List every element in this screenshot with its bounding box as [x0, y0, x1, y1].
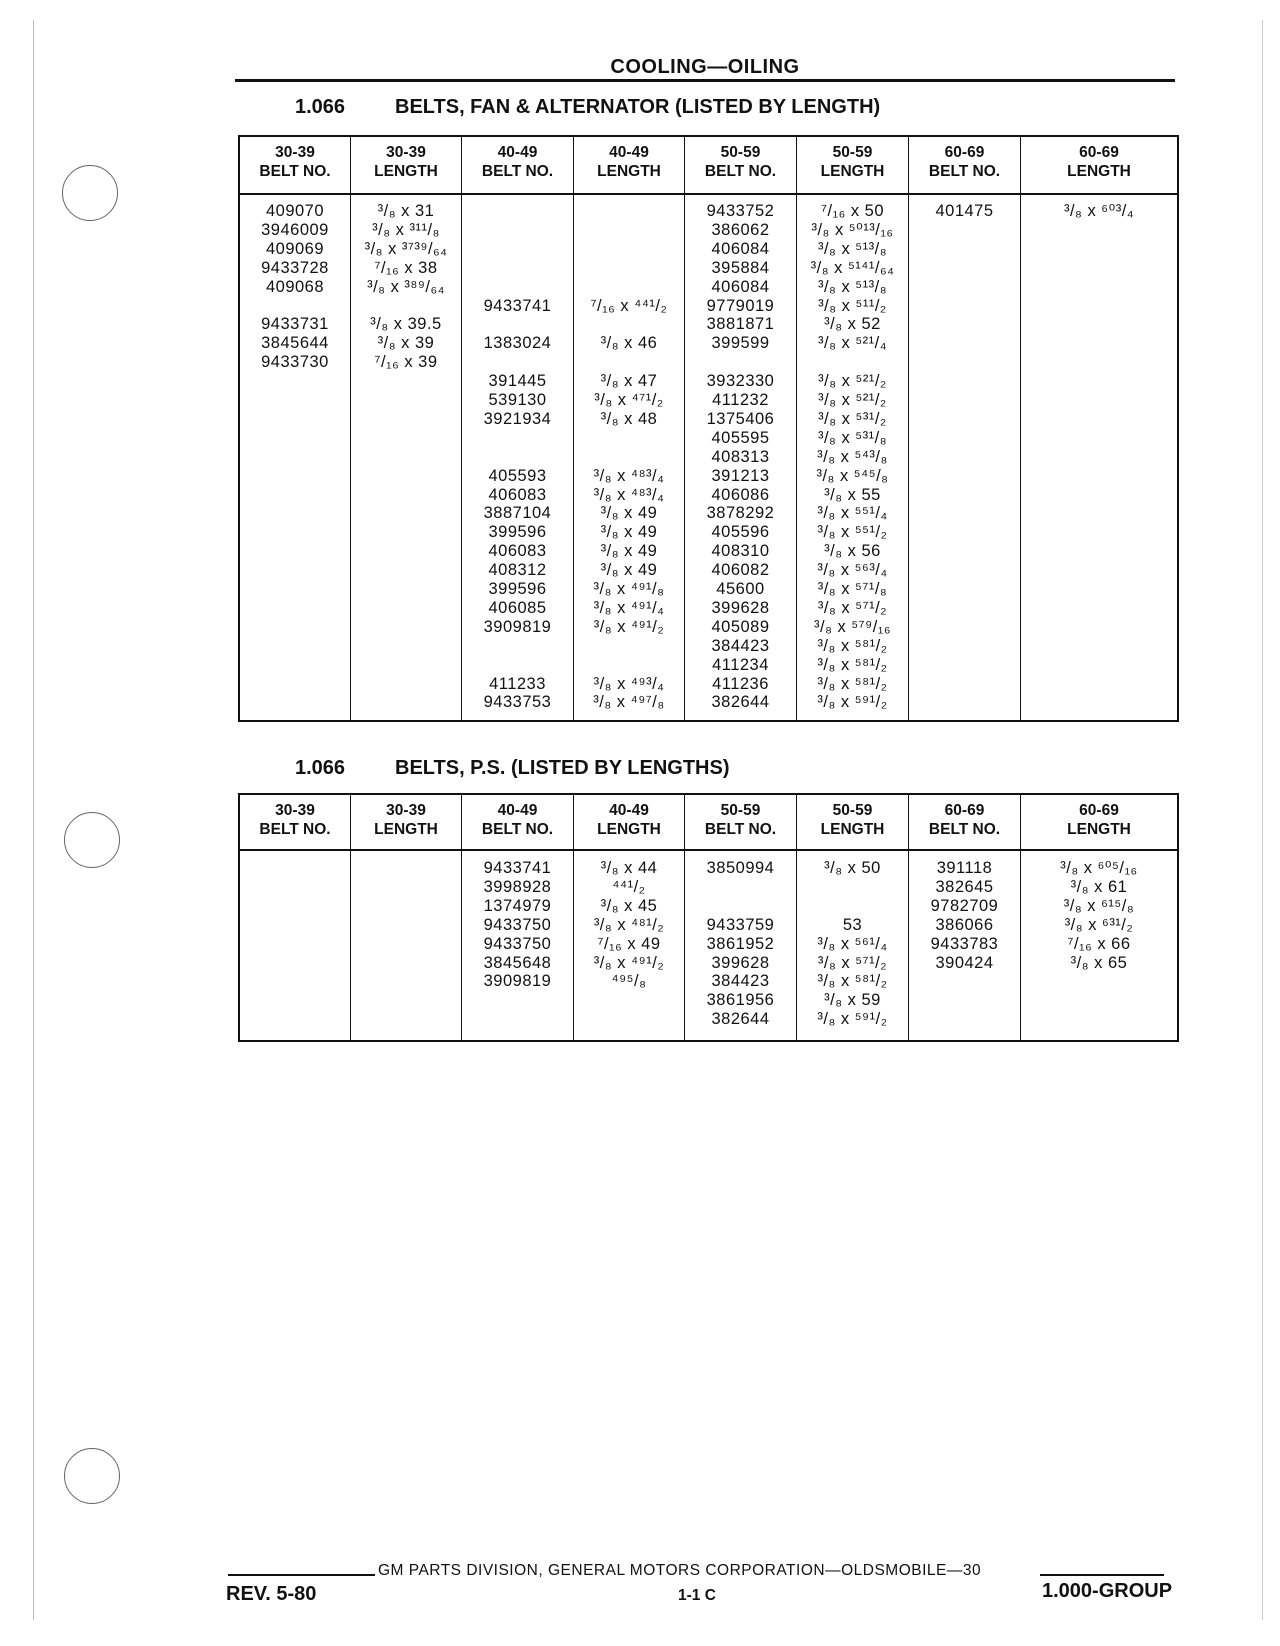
belt-length-cell: ³/₈ x 48 — [600, 409, 658, 428]
belt-length-cell: ³/₈ x ⁴⁹³/₄ — [593, 674, 665, 693]
table1-heading — [295, 96, 880, 119]
column-header: 60-69 BELT NO. — [928, 802, 1001, 838]
belt-number-cell: 384423 — [711, 972, 770, 991]
table-column — [797, 795, 909, 1040]
belt-number-cell: 1375406 — [706, 409, 775, 428]
belt-number-cell: 399628 — [711, 953, 770, 972]
belt-number-cell: 3878292 — [706, 504, 775, 523]
belt-length-cell: ³/₈ x ⁶⁰³/₄ — [1063, 202, 1135, 220]
belt-length-cell: ³/₈ x ⁵⁷¹/₂ — [817, 953, 888, 972]
belt-number-cell: 406084 — [711, 239, 770, 258]
belt-number-cell: 405089 — [711, 617, 770, 636]
belt-length-cell: ³/₈ x ⁶¹⁵/₈ — [1063, 896, 1135, 915]
page-right-edge — [1262, 20, 1263, 1620]
belt-length-cell: ³/₈ x ³⁸⁹/₆₄ — [367, 277, 445, 296]
belt-length-cell: 53 — [842, 915, 863, 934]
page-left-edge — [33, 20, 34, 1620]
belt-length-cell: ³/₈ x ⁵²¹/₄ — [818, 334, 887, 353]
belt-length-cell: ³/₈ x 65 — [1070, 953, 1128, 972]
belt-length-cell: ³/₈ x ⁴⁹¹/₂ — [593, 953, 665, 972]
belt-number-cell: 9433730 — [261, 353, 329, 372]
table2-title: BELTS, P.S. (LISTED BY LENGTHS) — [395, 757, 730, 779]
belt-number-cell: 3881871 — [706, 315, 775, 334]
table-column — [1021, 795, 1177, 1040]
footer-page-number: 1-1 C — [678, 1587, 716, 1604]
belt-number-cell: 384423 — [711, 636, 770, 655]
table-column — [240, 795, 351, 1040]
belt-length-cell: ³/₈ x ⁵⁵¹/₂ — [817, 523, 888, 542]
belt-number-cell: 3887104 — [483, 504, 552, 523]
belt-number-cell: 9433750 — [483, 915, 552, 934]
belt-length-cell: ³/₈ x ⁵³¹/₈ — [817, 428, 888, 447]
belt-number-cell: 3861952 — [706, 934, 775, 953]
belt-length-cell: ⁷/₁₆ x 38 — [374, 258, 438, 277]
belt-number-cell: 408312 — [488, 561, 547, 580]
belt-length-cell: ³/₈ x ⁴⁷¹/₂ — [594, 391, 664, 409]
footer-rule-left — [228, 1574, 375, 1576]
belt-length-cell: ³/₈ x ⁵⁸¹/₂ — [817, 636, 888, 655]
belt-length-cell: ³/₈ x ⁵⁴³/₈ — [817, 447, 888, 466]
belt-length-cell: ³/₈ x 49 — [600, 561, 658, 580]
belt-length-cell: ³/₈ x 49 — [600, 523, 658, 542]
binder-hole — [64, 812, 120, 868]
table-column — [351, 795, 462, 1040]
belt-length-cell: ³/₈ x ⁵¹¹/₂ — [818, 296, 887, 315]
table1-title: BELTS, FAN & ALTERNATOR (LISTED BY LENGTH) — [395, 96, 881, 118]
belt-length-cell: ³/₈ x ⁵¹³/₈ — [817, 239, 888, 258]
belt-number-cell: 1383024 — [483, 334, 552, 353]
belt-number-cell: 391118 — [936, 859, 993, 877]
belts-fan-alternator-table — [238, 135, 1179, 722]
belt-number-cell: 406083 — [488, 485, 547, 504]
belt-length-cell: ³/₈ x 61 — [1070, 877, 1128, 896]
table-column — [909, 795, 1021, 1040]
belt-length-cell: ³/₈ x ⁵⁹¹/₂ — [817, 1010, 888, 1029]
footer-revision: REV. 5-80 — [226, 1583, 317, 1605]
belt-number-cell: 9779019 — [706, 296, 775, 315]
column-header: 50-59 LENGTH — [820, 802, 885, 838]
belt-number-cell: 382645 — [935, 877, 994, 896]
column-header: 60-69 BELT NO. — [928, 144, 1001, 180]
belt-length-cell: ⁷/₁₆ x 49 — [597, 934, 661, 953]
belt-number-cell: 408310 — [711, 542, 770, 561]
belt-length-cell: ³/₈ x ⁶³¹/₂ — [1064, 915, 1134, 934]
belt-number-cell: 3845644 — [261, 334, 329, 353]
column-header: 40-49 BELT NO. — [481, 802, 554, 838]
belt-length-cell: ³/₈ x 49 — [600, 504, 658, 523]
table-column — [351, 137, 462, 720]
belt-length-cell: ³/₈ x ⁴⁸³/₄ — [593, 466, 665, 485]
belt-number-cell: 391445 — [488, 372, 547, 391]
belt-number-cell: 1374979 — [483, 896, 552, 915]
belt-length-cell: ³/₈ x ⁵⁷¹/₂ — [817, 598, 888, 617]
belt-length-cell: ³/₈ x ⁵¹⁴¹/₆₄ — [810, 258, 895, 277]
belt-length-cell: ⁷/₁₆ x ⁴⁴¹/₂ — [590, 296, 668, 315]
belt-length-cell: ³/₈ x ⁵¹³/₈ — [817, 277, 888, 296]
belt-length-cell: ³/₈ x ⁴⁹⁷/₈ — [593, 693, 665, 712]
table-column — [574, 795, 685, 1040]
belt-length-cell: ³/₈ x ⁵⁹¹/₂ — [817, 693, 888, 712]
belt-number-cell: 9433731 — [261, 315, 329, 334]
belt-length-cell: ³/₈ x 31 — [377, 202, 435, 220]
belt-number-cell: 405593 — [488, 466, 547, 485]
belt-number-cell: 395884 — [711, 258, 770, 277]
belt-number-cell: 411233 — [489, 674, 546, 693]
belt-number-cell: 405595 — [711, 428, 770, 447]
belt-number-cell: 9433783 — [930, 934, 999, 953]
belt-length-cell: ³/₈ x ⁴⁸³/₄ — [593, 485, 665, 504]
belt-length-cell: ³/₈ x ⁵⁸¹/₂ — [817, 674, 888, 693]
belt-number-cell: 406084 — [711, 277, 770, 296]
belt-length-cell: ⁷/₁₆ x 50 — [820, 202, 885, 220]
column-header: 30-39 BELT NO. — [259, 802, 331, 838]
table-column — [685, 137, 797, 720]
column-header: 50-59 LENGTH — [820, 144, 885, 180]
footer-publisher: GM PARTS DIVISION, GENERAL MOTORS CORPORATION—OLDSMOBILE—30 — [375, 1562, 984, 1580]
section-title: COOLING—OILING — [610, 56, 800, 78]
belt-number-cell: 399596 — [488, 523, 547, 542]
belt-number-cell: 3845648 — [483, 953, 552, 972]
belt-number-cell: 9782709 — [930, 896, 999, 915]
belt-length-cell: ³/₈ x 49 — [600, 542, 658, 561]
belt-length-cell: ³/₈ x ⁵⁷⁹/₁₆ — [813, 617, 892, 636]
belt-length-cell: ³/₈ x ⁵⁷¹/₈ — [817, 580, 888, 598]
belt-length-cell: ³/₈ x ⁴⁹¹/₄ — [593, 598, 665, 617]
belt-length-cell: ³/₈ x 47 — [600, 372, 658, 391]
table1-number: 1.066 — [295, 96, 346, 118]
belt-length-cell: ³/₈ x ⁵⁸¹/₂ — [817, 972, 888, 991]
footer-group: 1.000-GROUP — [1042, 1580, 1173, 1602]
belt-number-cell: 409070 — [265, 202, 325, 220]
belt-number-cell: 399599 — [711, 334, 770, 353]
belt-number-cell: 9433741 — [483, 296, 552, 315]
belt-number-cell: 3850994 — [706, 859, 775, 877]
belt-number-cell: 409069 — [265, 239, 325, 258]
belt-number-cell: 406082 — [711, 561, 770, 580]
belt-number-cell: 9433752 — [706, 202, 775, 220]
belt-length-cell: ³/₈ x ⁵⁸¹/₂ — [817, 655, 888, 674]
belt-length-cell: ³/₈ x ⁴⁹¹/₂ — [593, 617, 665, 636]
belt-number-cell: 9433750 — [483, 934, 552, 953]
belt-length-cell: ³/₈ x 59 — [824, 991, 881, 1010]
belt-number-cell: 382644 — [711, 693, 770, 712]
belt-length-cell: ³/₈ x 45 — [600, 896, 658, 915]
belt-number-cell: 399596 — [488, 580, 547, 598]
belt-number-cell: 401475 — [935, 202, 994, 220]
belt-length-cell: ³/₈ x ⁴⁸¹/₂ — [593, 915, 665, 934]
belt-number-cell: 406085 — [488, 598, 547, 617]
belt-length-cell: ³/₈ x ⁵²¹/₂ — [818, 391, 887, 409]
belt-number-cell: 3909819 — [483, 617, 552, 636]
table2-number: 1.066 — [295, 757, 346, 779]
belt-number-cell: 411236 — [712, 674, 769, 693]
belt-number-cell: 9433759 — [706, 915, 775, 934]
belt-length-cell: ³/₈ x ⁵²¹/₂ — [818, 372, 887, 391]
column-header: 40-49 BELT NO. — [481, 144, 554, 180]
belt-number-cell: 382644 — [711, 1010, 770, 1029]
belt-length-cell: ³/₈ x ⁵³¹/₂ — [818, 409, 887, 428]
belt-length-cell: ⁷/₁₆ x 66 — [1067, 934, 1131, 953]
belt-length-cell: ³/₈ x ⁵⁶³/₄ — [817, 561, 888, 580]
column-header: 40-49 LENGTH — [597, 802, 661, 838]
column-header: 60-69 LENGTH — [1067, 802, 1131, 838]
belt-number-cell: 3921934 — [483, 409, 552, 428]
belt-length-cell: ³/₈ x ⁵⁰¹³/₁₆ — [811, 220, 894, 239]
belt-number-cell: 9433741 — [483, 859, 552, 877]
belt-number-cell: 3932330 — [706, 372, 775, 391]
belt-length-cell: ³/₈ x ⁵⁴⁵/₈ — [816, 466, 889, 485]
column-header: 30-39 LENGTH — [374, 802, 438, 838]
belt-number-cell: 45600 — [716, 580, 765, 598]
belt-number-cell: 411234 — [712, 655, 769, 674]
title-rule — [235, 79, 1175, 82]
belt-number-cell: 409068 — [265, 277, 325, 296]
belt-length-cell: ⁷/₁₆ x 39 — [374, 353, 438, 372]
belt-number-cell: 405596 — [711, 523, 770, 542]
belt-number-cell: 3909819 — [483, 972, 552, 991]
table-column — [909, 137, 1021, 720]
table-column — [462, 795, 574, 1040]
binder-hole — [64, 1448, 120, 1504]
belt-number-cell: 406083 — [488, 542, 547, 561]
belt-number-cell: 386066 — [935, 915, 994, 934]
belt-number-cell: 391213 — [711, 466, 770, 485]
belt-number-cell: 399628 — [711, 598, 770, 617]
table-column — [240, 137, 351, 720]
belt-number-cell: 411232 — [712, 391, 769, 409]
belt-length-cell: ³/₈ x ⁵⁵¹/₄ — [817, 504, 888, 523]
binder-hole — [62, 165, 118, 221]
belt-length-cell: ³/₈ x ⁴⁹¹/₈ — [593, 580, 665, 598]
column-header: 50-59 BELT NO. — [704, 802, 777, 838]
column-header: 40-49 LENGTH — [597, 144, 661, 180]
belt-length-cell: ³/₈ x 50 — [824, 859, 881, 877]
belt-number-cell: 408313 — [711, 447, 770, 466]
belt-number-cell: 539130 — [488, 391, 547, 409]
belt-number-cell: 406086 — [711, 485, 770, 504]
belt-number-cell: 3946009 — [261, 220, 329, 239]
column-header: 30-39 LENGTH — [374, 144, 438, 180]
belt-number-cell: 3861956 — [706, 991, 775, 1010]
belt-length-cell: ³/₈ x 55 — [824, 485, 881, 504]
column-header: 30-39 BELT NO. — [259, 144, 331, 180]
column-header: 60-69 LENGTH — [1067, 144, 1131, 180]
belt-length-cell: ³/₈ x 44 — [600, 859, 658, 877]
belt-length-cell: ³/₈ x 56 — [824, 542, 881, 561]
belt-length-cell: ³/₈ x ⁵⁶¹/₄ — [817, 934, 888, 953]
belt-number-cell: 3998928 — [483, 877, 552, 896]
table2-heading — [295, 757, 729, 780]
table-column — [1021, 137, 1177, 720]
table-column — [685, 795, 797, 1040]
belt-number-cell: 386062 — [711, 220, 770, 239]
belt-length-cell: ³/₈ x 39 — [377, 334, 435, 353]
belt-length-cell: ⁴⁴¹/₂ — [612, 877, 646, 896]
belt-length-cell: ³/₈ x 46 — [600, 334, 658, 353]
column-header: 50-59 BELT NO. — [704, 144, 777, 180]
belt-length-cell: ³/₈ x ⁶⁰⁵/₁₆ — [1060, 859, 1138, 877]
belt-number-cell: 9433728 — [261, 258, 329, 277]
belt-length-cell: ⁴⁹⁵/₈ — [611, 972, 647, 991]
table-column — [462, 137, 574, 720]
belt-length-cell: ³/₈ x ³⁷³⁹/₆₄ — [364, 239, 448, 258]
belts-power-steering-table — [238, 793, 1179, 1042]
belt-length-cell: ³/₈ x 39.5 — [370, 315, 442, 334]
table-column — [797, 137, 909, 720]
table-column — [574, 137, 685, 720]
footer-rule-right — [1040, 1574, 1164, 1576]
belt-length-cell: ³/₈ x 52 — [824, 315, 881, 334]
belt-length-cell: ³/₈ x ³¹¹/₈ — [372, 220, 440, 239]
belt-number-cell: 390424 — [935, 953, 994, 972]
belt-number-cell: 9433753 — [483, 693, 552, 712]
